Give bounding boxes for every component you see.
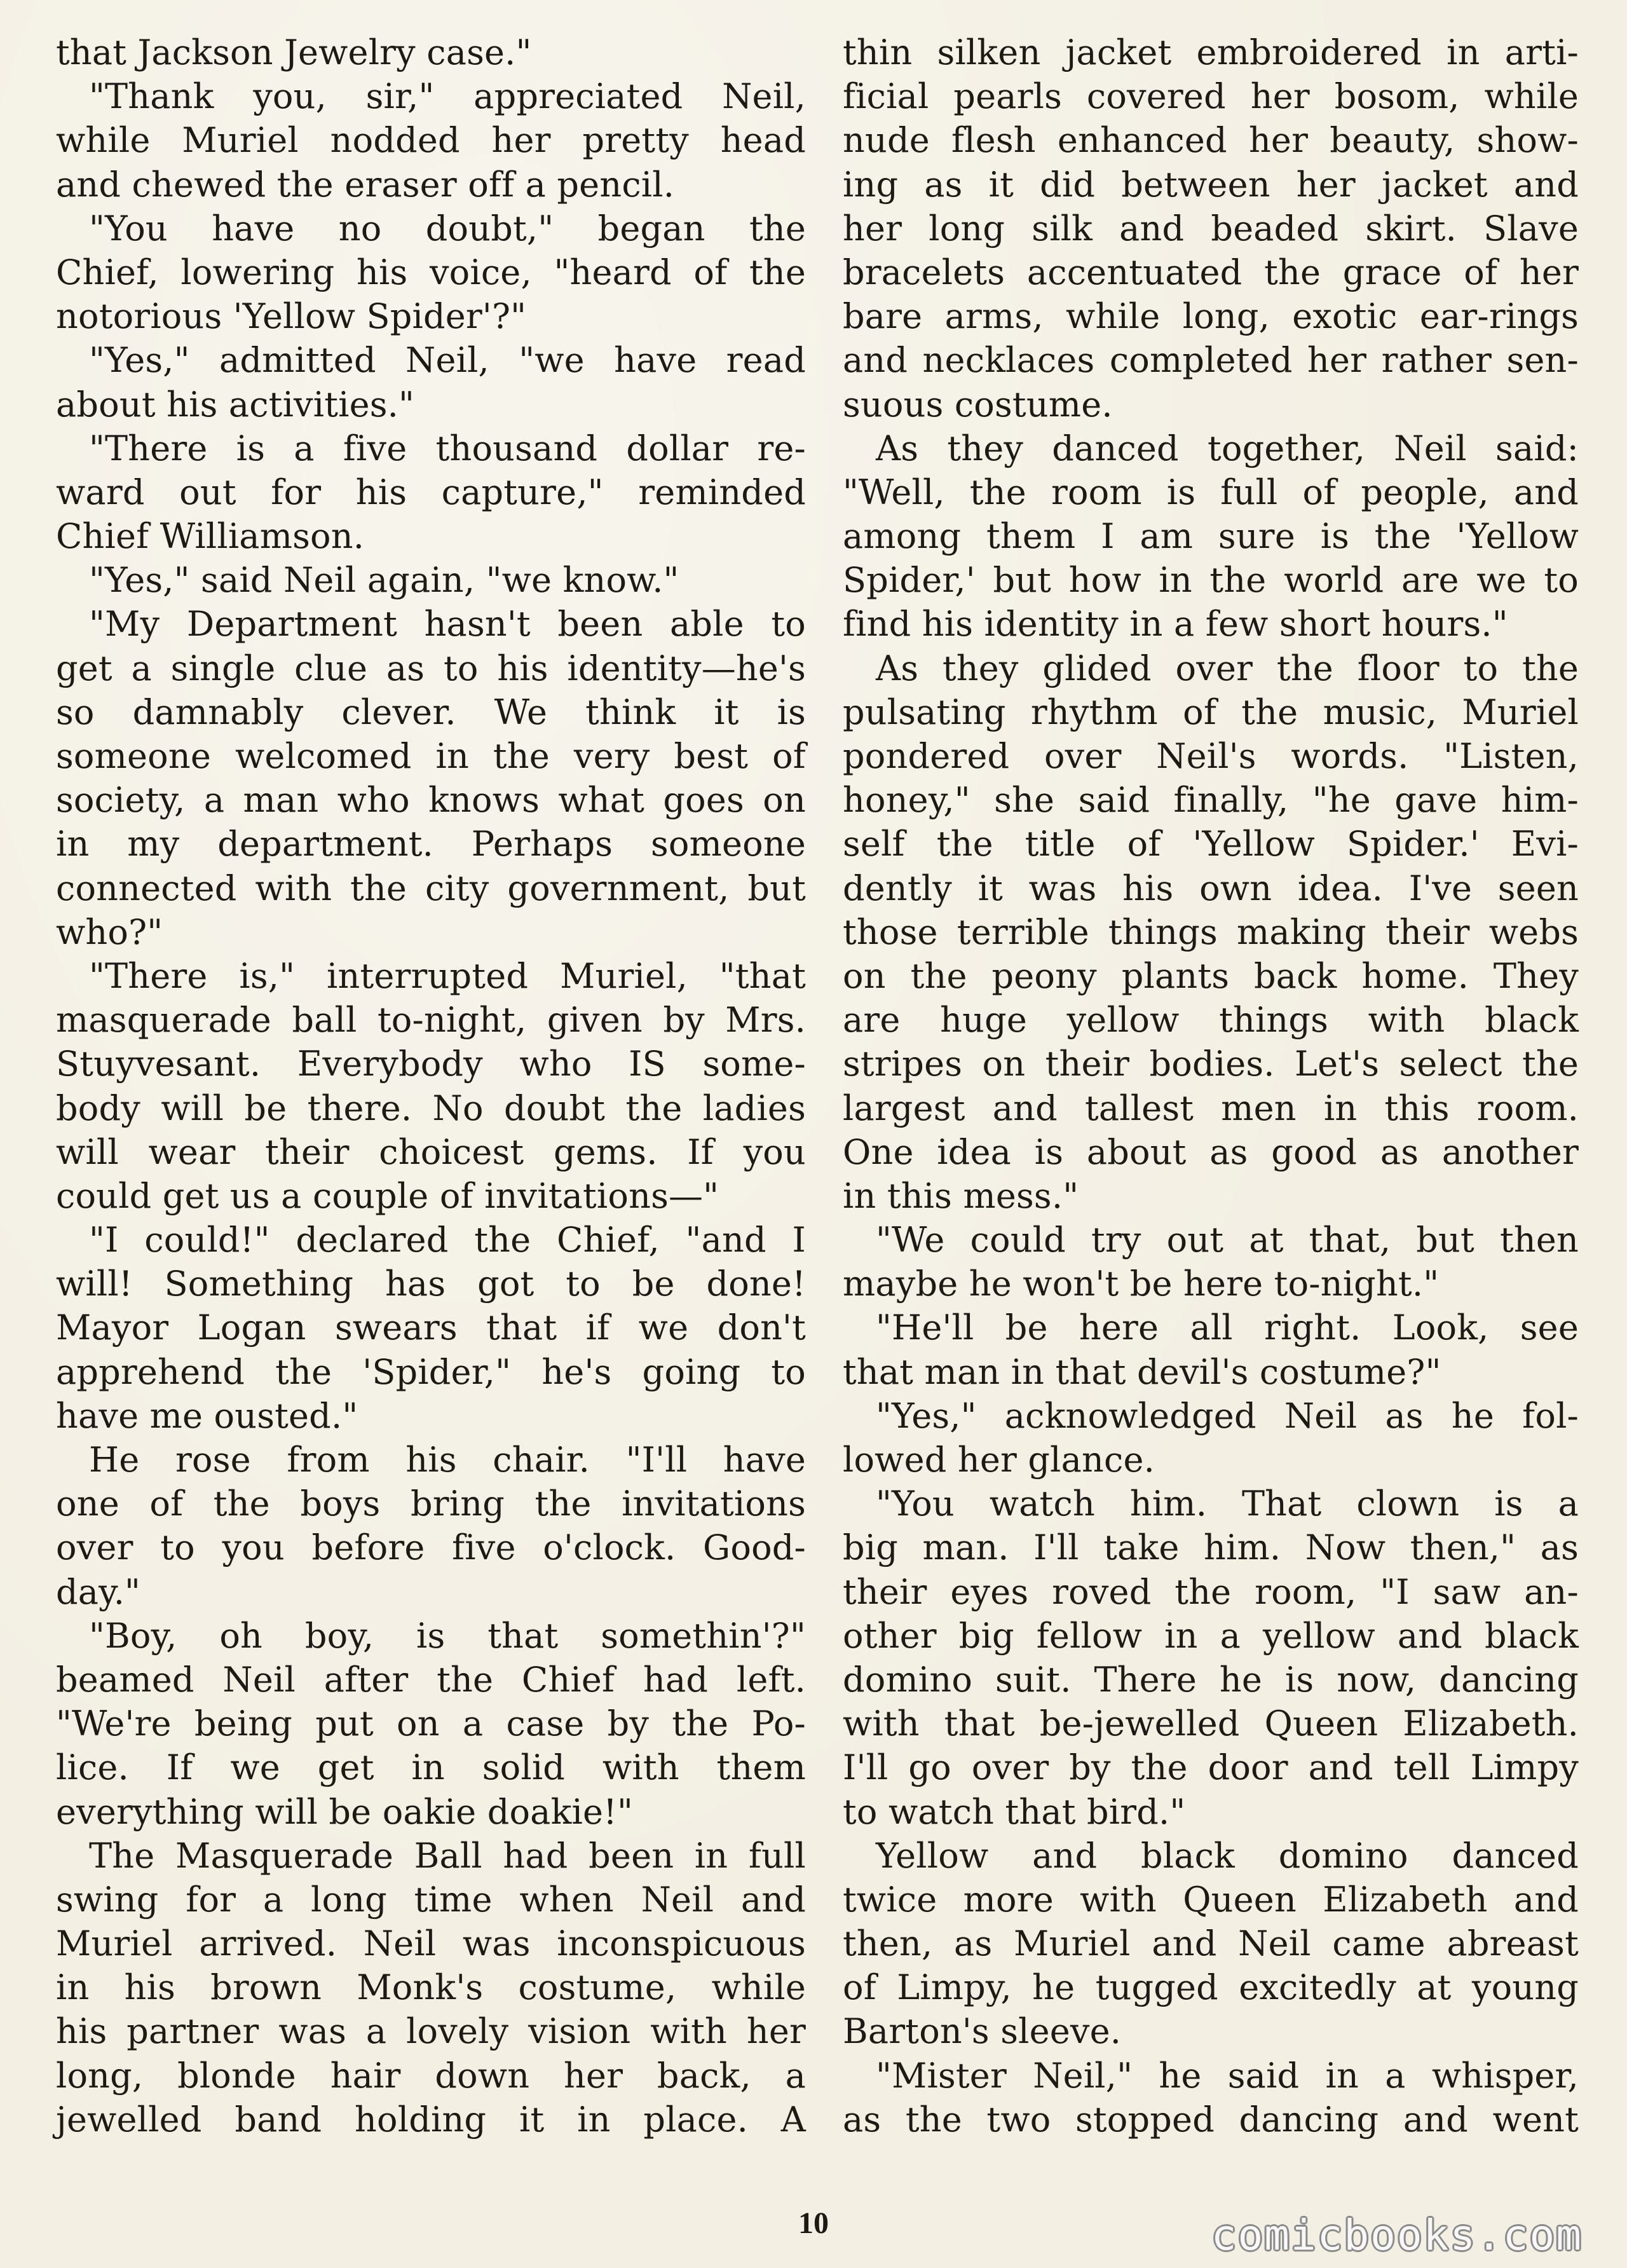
text-line: her long silk and beaded skirt. Slave xyxy=(843,208,1579,249)
text-line: society, a man who knows what goes on xyxy=(56,780,806,821)
text-line: "I could!" declared the Chief, "and I xyxy=(89,1220,806,1260)
text-line: The Masquerade Ball had been in full xyxy=(89,1835,806,1876)
text-line: domino suit. There he is now, dancing xyxy=(843,1659,1579,1700)
text-line: pulsating rhythm of the music, Muriel xyxy=(843,692,1579,732)
text-line: "We could try out at that, but then xyxy=(876,1220,1579,1260)
text-line: "He'll be here all right. Look, see xyxy=(876,1308,1579,1348)
text-line: notorious 'Yellow Spider'?" xyxy=(56,296,527,337)
text-line: in his brown Monk's costume, while xyxy=(56,1967,806,2008)
text-line: "Mister Neil," he said in a whisper, xyxy=(876,2055,1579,2096)
text-line: that man in that devil's costume?" xyxy=(843,1351,1441,1392)
text-line: As they glided over the floor to the xyxy=(876,648,1579,688)
text-line: everything will be oakie doakie!" xyxy=(56,1791,634,1832)
right-text-column xyxy=(843,31,1579,2142)
text-line: long, blonde hair down her back, a xyxy=(56,2055,806,2096)
text-line: Mayor Logan swears that if we don't xyxy=(56,1308,806,1348)
text-line: and chewed the eraser off a pencil. xyxy=(56,164,675,205)
text-line: "Yes," acknowledged Neil as he fol- xyxy=(876,1395,1579,1436)
text-line: "You watch him. That clown is a xyxy=(876,1484,1579,1524)
text-line: one of the boys bring the invitations xyxy=(56,1484,806,1524)
text-line: thin silken jacket embroidered in arti- xyxy=(843,32,1579,72)
text-line: body will be there. No doubt the ladies xyxy=(56,1088,806,1128)
text-line: other big fellow in a yellow and black xyxy=(843,1615,1579,1656)
text-line: ing as it did between her jacket and xyxy=(843,164,1579,205)
left-text-column xyxy=(56,31,806,2142)
text-line: have me ousted." xyxy=(56,1395,358,1436)
text-line: I'll go over by the door and tell Limpy xyxy=(843,1747,1579,1788)
text-line: Muriel arrived. Neil was inconspicuous xyxy=(56,1923,806,1964)
text-line: on the peony plants back home. They xyxy=(843,955,1579,996)
text-line: pondered over Neil's words. "Listen, xyxy=(843,736,1579,776)
text-line: so damnably clever. We think it is xyxy=(56,692,806,732)
text-line: who?" xyxy=(56,912,163,952)
text-line: "My Department hasn't been able to xyxy=(89,604,806,645)
text-line: swing for a long time when Neil and xyxy=(56,1879,806,1920)
text-line: could get us a couple of invitations—" xyxy=(56,1175,719,1216)
text-line: Stuyvesant. Everybody who IS some- xyxy=(56,1044,806,1084)
text-line: are huge yellow things with black xyxy=(843,1000,1579,1041)
text-line: big man. I'll take him. Now then," as xyxy=(843,1527,1579,1568)
text-line: over to you before five o'clock. Good- xyxy=(56,1527,806,1568)
text-line: beamed Neil after the Chief had left. xyxy=(56,1659,806,1700)
text-line: apprehend the 'Spider," he's going to xyxy=(56,1351,806,1392)
text-line: "Yes," admitted Neil, "we have read xyxy=(89,340,806,381)
text-line: "Thank you, sir," appreciated Neil, xyxy=(89,76,806,117)
text-line: ward out for his capture," reminded xyxy=(56,472,806,512)
text-line: will wear their choicest gems. If you xyxy=(56,1131,806,1172)
text-line: Chief, lowering his voice, "heard of the xyxy=(56,252,806,292)
text-line: Barton's sleeve. xyxy=(843,2011,1122,2052)
text-line: "You have no doubt," began the xyxy=(89,208,806,249)
text-line: One idea is about as good as another xyxy=(843,1131,1579,1172)
text-line: their eyes roved the room, "I saw an- xyxy=(843,1571,1579,1612)
text-line: with that be-jewelled Queen Elizabeth. xyxy=(843,1704,1579,1744)
text-line: Spider,' but how in the world are we to xyxy=(843,560,1579,601)
text-line: of Limpy, he tugged excitedly at young xyxy=(843,1967,1579,2008)
text-line: "Yes," said Neil again, "we know." xyxy=(89,560,679,601)
text-line: "There is a five thousand dollar re- xyxy=(89,428,806,468)
text-line: As they danced together, Neil said: xyxy=(876,428,1579,468)
text-line: suous costume. xyxy=(843,384,1113,425)
text-line: day." xyxy=(56,1571,141,1612)
text-line: maybe he won't be here to-night." xyxy=(843,1264,1440,1304)
text-line: self the title of 'Yellow Spider.' Evi- xyxy=(843,824,1579,864)
text-line: that Jackson Jewelry case." xyxy=(56,32,532,72)
text-line: "Boy, oh boy, is that somethin'?" xyxy=(89,1615,806,1656)
text-line: among them I am sure is the 'Yellow xyxy=(843,516,1579,557)
watermark-logo: comicbooks.com xyxy=(1211,2211,1583,2260)
text-line: to watch that bird." xyxy=(843,1791,1186,1832)
text-line: Yellow and black domino danced xyxy=(876,1835,1579,1876)
page-number: 10 xyxy=(798,2206,829,2240)
text-line: lice. If we get in solid with them xyxy=(56,1747,806,1788)
text-line: connected with the city government, but xyxy=(56,868,806,908)
text-line: ficial pearls covered her bosom, while xyxy=(843,76,1579,117)
text-line: his partner was a lovely vision with her xyxy=(56,2011,806,2052)
text-line: Chief Williamson. xyxy=(56,516,365,557)
text-line: then, as Muriel and Neil came abreast xyxy=(843,1923,1579,1964)
text-line: about his activities." xyxy=(56,384,415,425)
text-line: and necklaces completed her rather sen- xyxy=(843,340,1579,381)
text-line: honey," she said finally, "he gave him- xyxy=(843,780,1579,821)
text-line: while Muriel nodded her pretty head xyxy=(56,120,806,161)
text-line: He rose from his chair. "I'll have xyxy=(89,1440,806,1480)
text-line: "We're being put on a case by the Po- xyxy=(56,1704,806,1744)
text-line: lowed her glance. xyxy=(843,1440,1155,1480)
text-line: bare arms, while long, exotic ear-rings xyxy=(843,296,1579,337)
text-line: someone welcomed in the very best of xyxy=(56,736,806,776)
text-line: find his identity in a few short hours." xyxy=(843,604,1508,645)
text-line: in this mess." xyxy=(843,1175,1079,1216)
text-line: will! Something has got to be done! xyxy=(56,1264,806,1304)
text-line: "There is," interrupted Muriel, "that xyxy=(89,955,806,996)
text-line: bracelets accentuated the grace of her xyxy=(843,252,1579,292)
text-line: get a single clue as to his identity—he's xyxy=(56,648,806,688)
text-line: stripes on their bodies. Let's select the xyxy=(843,1044,1579,1084)
text-line: nude flesh enhanced her beauty, show- xyxy=(843,120,1579,161)
text-line: in my department. Perhaps someone xyxy=(56,824,806,864)
text-line: masquerade ball to-night, given by Mrs. xyxy=(56,1000,806,1041)
text-line: as the two stopped dancing and went xyxy=(843,2099,1579,2140)
text-line: those terrible things making their webs xyxy=(843,912,1579,952)
text-line: dently it was his own idea. I've seen xyxy=(843,868,1579,908)
text-line: twice more with Queen Elizabeth and xyxy=(843,1879,1579,1920)
text-line: "Well, the room is full of people, and xyxy=(843,472,1579,512)
text-line: jewelled band holding it in place. A xyxy=(56,2099,806,2140)
text-line: largest and tallest men in this room. xyxy=(843,1088,1579,1128)
